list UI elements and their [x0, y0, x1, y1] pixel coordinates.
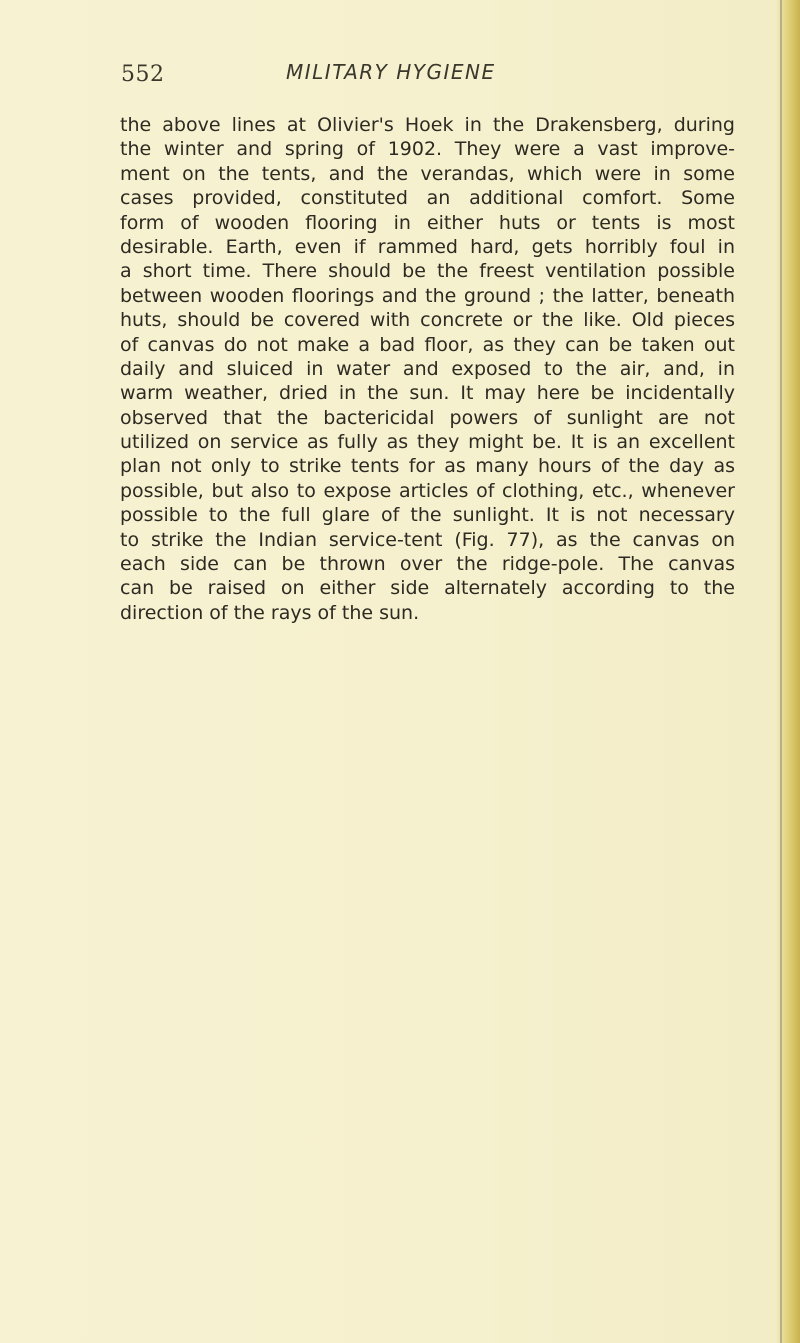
text-line: a short time. There should be the freest ventilation possible: [120, 260, 735, 283]
text-line: to strike the Indian service-tent (Fig. 77), as the canvas on: [120, 528, 735, 551]
text-line: possible, but also to expose articles of clothing, etc., whenever: [120, 479, 735, 502]
text-line: warm weather, dried in the sun. It may here be incidentally: [120, 382, 735, 405]
text-line: observed that the bactericidal powers of sunlight are not: [120, 406, 735, 429]
text-line: of canvas do not make a bad floor, as they can be taken out: [120, 333, 735, 356]
page-number: 552: [121, 62, 165, 87]
text-line: can be raised on either side alternately according to the: [120, 577, 735, 600]
text-line: the winter and spring of 1902. They were a vast improve-: [120, 138, 735, 161]
text-line: each side can be thrown over the ridge-pole. The canvas: [120, 553, 735, 576]
text-line: the above lines at Olivier's Hoek in the Drakensberg, during: [120, 114, 735, 136]
text-line: between wooden floorings and the ground ; the latter, beneath: [120, 284, 735, 307]
text-line: direction of the rays of the sun.: [120, 601, 420, 624]
page-edge-line: [780, 0, 782, 1343]
text-line: possible to the full glare of the sunlight. It is not necessary: [120, 504, 735, 527]
text-line: utilized on service as fully as they might be. It is an excellent: [120, 431, 735, 454]
text-line: desirable. Earth, even if rammed hard, gets horribly foul in: [120, 235, 735, 258]
text-line: cases provided, constituted an additional comfort. Some: [120, 187, 735, 210]
running-head: MILITARY HYGIENE: [286, 60, 496, 84]
text-line: huts, should be covered with concrete or the like. Old pieces: [120, 309, 735, 332]
text-line: form of wooden flooring in either huts or tents is most: [120, 211, 735, 234]
text-line: daily and sluiced in water and exposed to the air, and, in: [120, 357, 735, 380]
text-line: plan not only to strike tents for as many hours of the day as: [120, 455, 735, 478]
body-paragraph: [120, 113, 735, 625]
text-line: ment on the tents, and the verandas, which were in some: [120, 162, 735, 185]
